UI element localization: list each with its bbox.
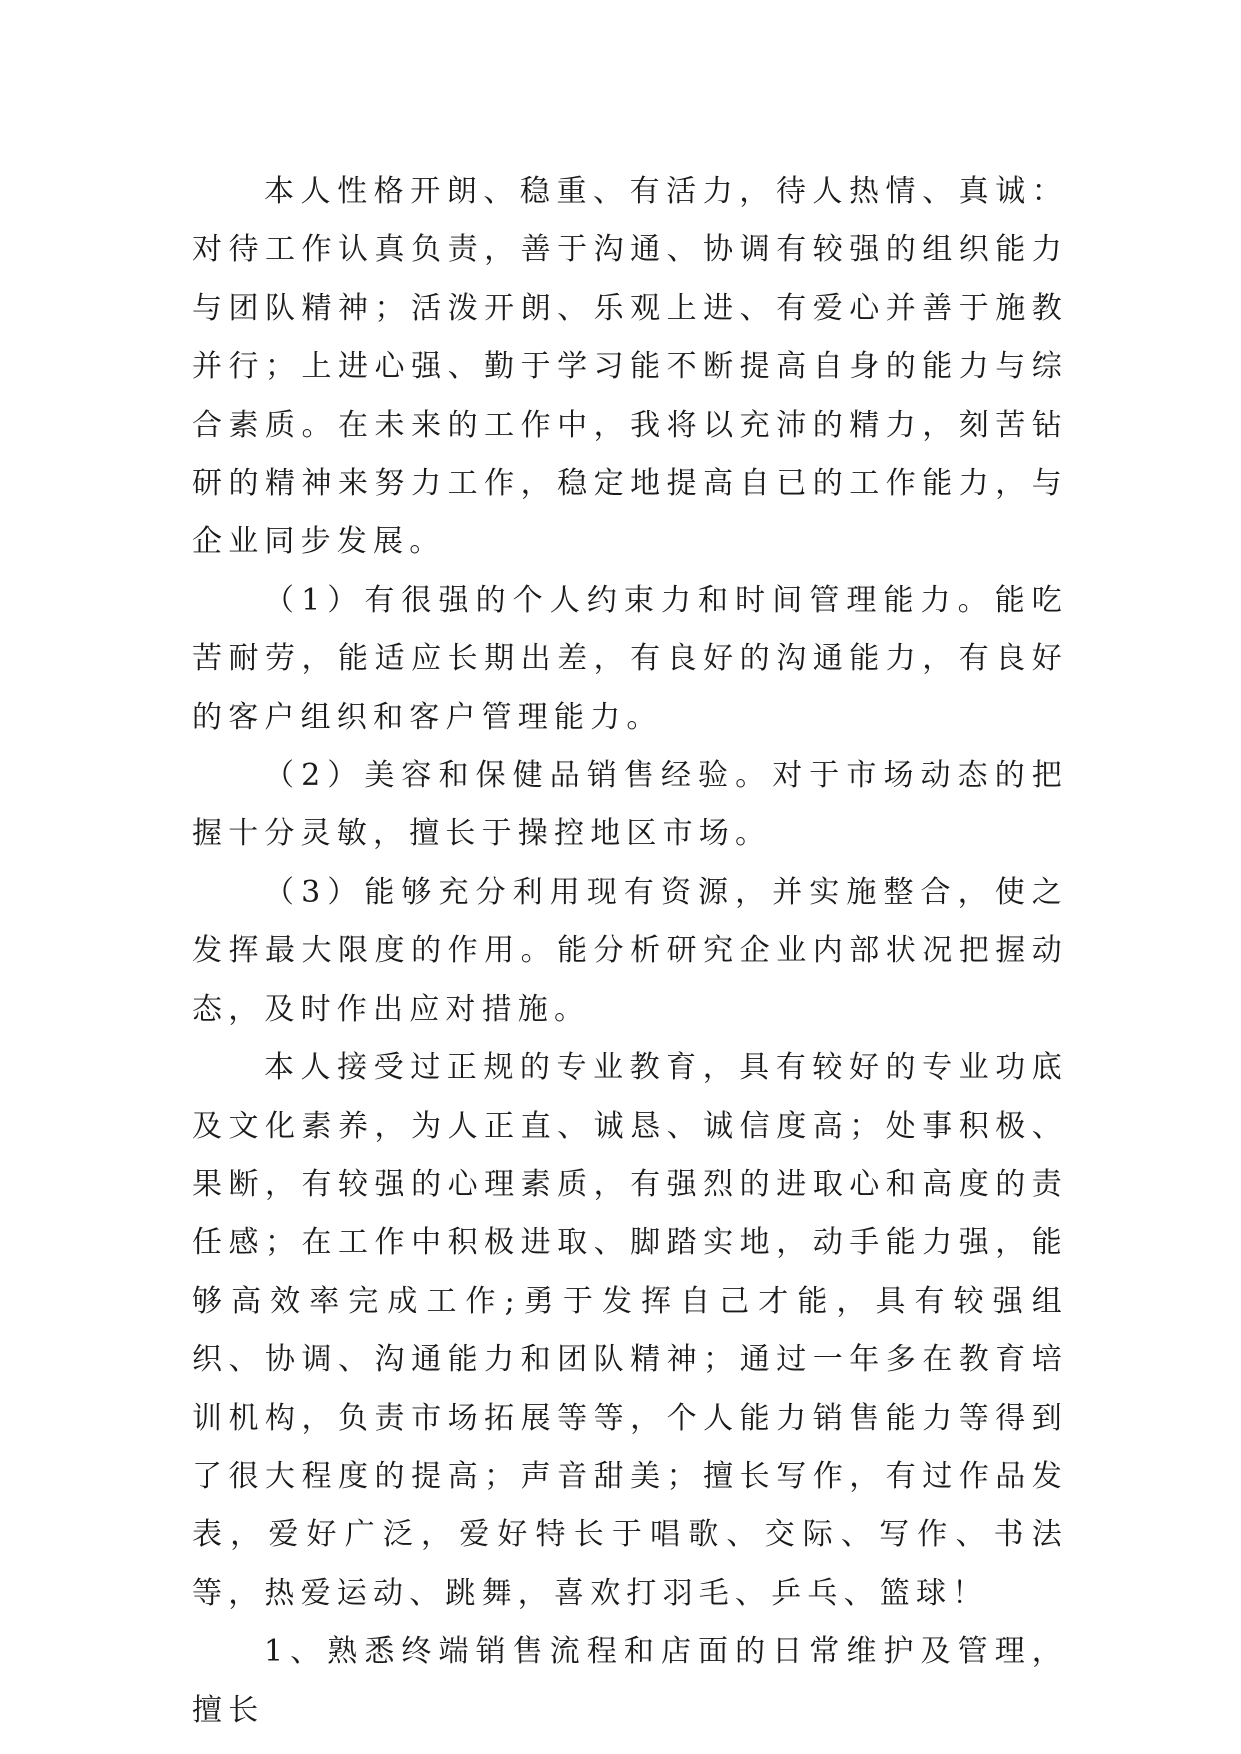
paragraph-education: 本人接受过正规的专业教育，具有较好的专业功底及文化素养，为人正直、诚恳、诚信度高；处事积极、果断，有较强的心理素质，有强烈的进取心和高度的责任感；在工作中积极进取、脚踏实地，动手能力强，能够高效率完成工作;勇于发挥自己才能，具有较强组织、协调、沟通能力和团队精神；通过一年多在教育培训机构，负责市场拓展等等，个人能力销售能力等得到了很大程度的提高；声音甜美；擅长写作，有过作品发表，爱好广泛，爱好特长于唱歌、交际、写作、书法等，热爱运动、跳舞，喜欢打羽毛、乒乓、篮球！ xyxy=(192,1050,1068,1611)
paragraph-personality: 本人性格开朗、稳重、有活力，待人热情、真诚：对待工作认真负责，善于沟通、协调有较强的组织能力与团队精神；活泼开朗、乐观上进、有爱心并善于施教并行；上进心强、勤于学习能不断提高自身的能力与综合素质。在未来的工作中，我将以充沛的精力，刻苦钻研的精神来努力工作，稳定地提高自已的工作能力，与企业同步发展。 xyxy=(192,174,1068,560)
document-body xyxy=(192,163,1068,1740)
paragraph-point-1: （1）有很强的个人约束力和时间管理能力。能吃苦耐劳，能适应长期出差，有良好的沟通能力，有良好的客户组织和客户管理能力。 xyxy=(192,582,1068,735)
paragraph-item-1: 1、熟悉终端销售流程和店面的日常维护及管理，擅长 xyxy=(192,1634,1068,1728)
paragraph-point-2: （2）美容和保健品销售经验。对于市场动态的把握十分灵敏，擅长于操控地区市场。 xyxy=(192,758,1068,852)
paragraph-point-3: （3）能够充分利用现有资源，并实施整合，使之发挥最大限度的作用。能分析研究企业内部状况把握动态，及时作出应对措施。 xyxy=(192,874,1068,1027)
